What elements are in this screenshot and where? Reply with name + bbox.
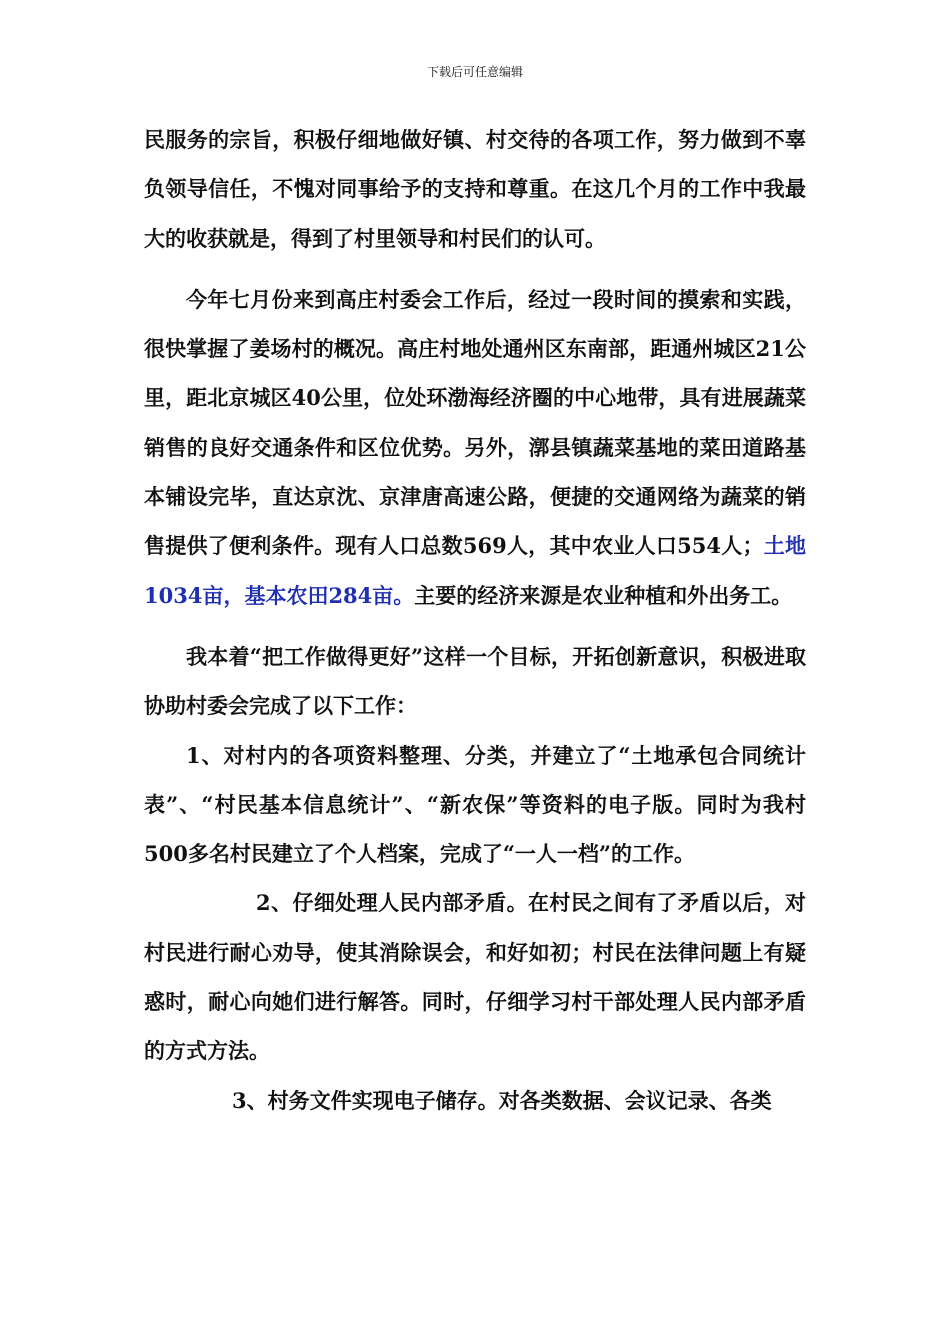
land-area-highlight: 土地1034亩，基本农田284亩。 — [144, 533, 807, 608]
list-item-1: 1、对村内的各项资料整理、分类，并建立了“土地承包合同统计表”、“村民基本信息统计”、“新农保”等资料的电子版。同时为我村500多名村民建立了个人档案，完成了“一人一档”的工作。 — [144, 742, 806, 867]
paragraph-2-text: 今年七月份来到高庄村委会工作后，经过一段时间的摸索和实践，很快掌握了姜场村的概况。高庄村地处通州区东南部，距通州城区21公里，距北京城区40公里，位处环渤海经济圈的中心地带，具有进展蔬菜销售的良好交通条件和区位优势。另外，漷县镇蔬菜基地的菜田道路基本铺设完毕，直达京沈、京津唐高速公路，便捷的交通网络为蔬菜的销售提供了便利条件。现有人口总数569人，其中农业人口554人； — [144, 286, 806, 559]
page-header: 下载后可任意编辑 — [426, 65, 523, 79]
document-body — [144, 115, 806, 1125]
list-item-2: 2、仔细处理人民内部矛盾。在村民之间有了矛盾以后，对村民进行耐心劝导，使其消除误会，和好如初；村民在法律问题上有疑惑时，耐心向她们进行解答。同时，仔细学习村干部处理人民内部矛盾的方式方法。 — [144, 890, 806, 1064]
paragraph-3: 我本着“把工作做得更好”这样一个目标，开拓创新意识，积极进取协助村委会完成了以下工作： — [144, 643, 806, 719]
paragraph-2-text-end: 主要的经济来源是农业种植和外出务工。 — [414, 582, 793, 608]
list-item-3: 3、村务文件实现电子储存。对各类数据、会议记录、各类 — [232, 1087, 772, 1113]
paragraph-1: 民服务的宗旨，积极仔细地做好镇、村交待的各项工作，努力做到不辜负领导信任，不愧对同事给予的支持和尊重。在这几个月的工作中我最大的收获就是，得到了村里领导和村民们的认可。 — [144, 127, 806, 251]
paragraph-2 — [144, 275, 806, 620]
